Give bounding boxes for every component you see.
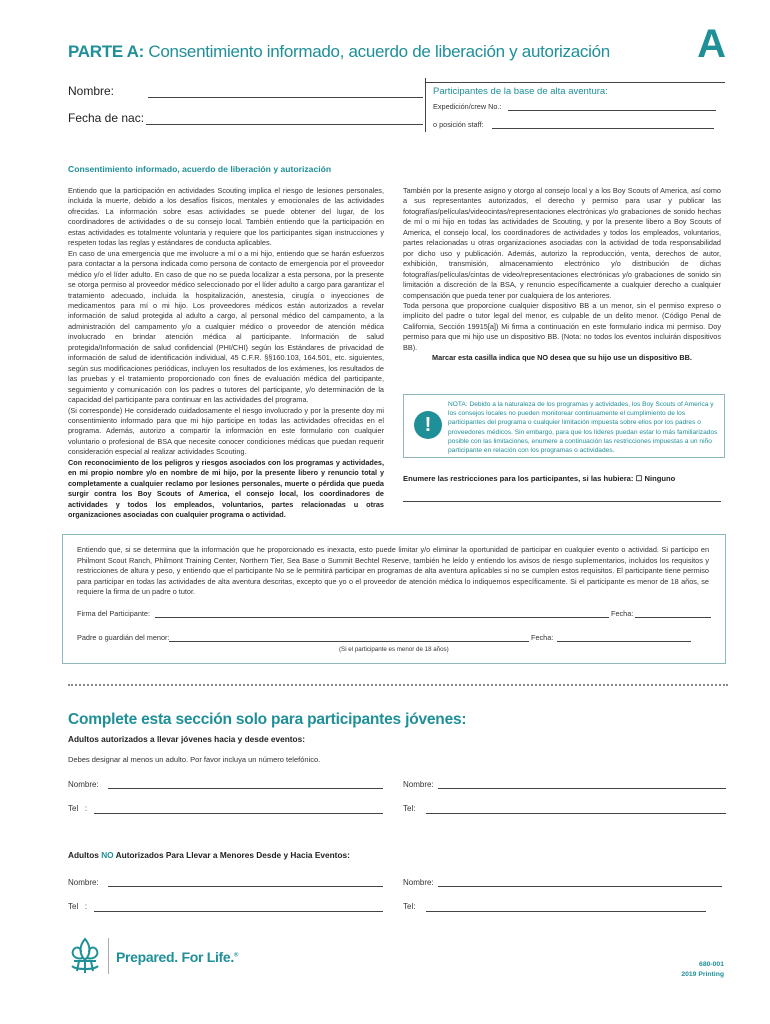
not-auth-name-1-label: Nombre: <box>68 878 99 887</box>
auth-name-2-field[interactable] <box>438 788 726 789</box>
slogan <box>116 949 238 965</box>
high-adventure-heading: Participantes de la base de alta aventura: <box>433 86 608 97</box>
consent-left-column <box>68 186 384 521</box>
consent-paragraph-informed: (Si corresponde) He considerado cuidadosamente el riesgo involucrado y por la presente doy mi consentimiento informado para que mi hijo participe en todas las actividades ofrecidas en el programa. Además, autorizo a compartir la información en este formulario con cualquier voluntario o profesional de BSA que necesite conocer condiciones médicas que puedan requerir consideración especial al realizar actividades Scouting. <box>68 405 384 457</box>
dob-label: Fecha de nac: <box>68 111 145 125</box>
note-text: NOTA: Debido a la naturaleza de los programas y actividades, los Boy Scouts of America y los consejos locales no pueden monitorear continuamente el cumplimiento de los participantes del programa o cualquier limitación impuesta sobre ellos por los padres o proveedores médicos. Sin embargo, para que los líderes puedan estar lo más familiarizados posible con las limitaciones, enumere a continuación las restricciones impuestas a un niño participante en relación con los programas o actividades. <box>448 401 718 455</box>
not-auth-name-2-label: Nombre: <box>403 878 434 887</box>
part-label: PARTE A: <box>68 42 144 61</box>
bb-checkbox-label[interactable]: Marcar esta casilla indica que NO desea que su hijo use un dispositivo BB. <box>432 353 692 363</box>
restrictions-label-text: Enumere las restricciones para los participantes, si las hubiera: <box>403 474 634 483</box>
consent-paragraph-risk: Entiendo que la participación en actividades Scouting implica el riesgo de lesiones personales, incluida la muerte, debido a los desafíos físicos, mentales y emocionales de las actividades ofrecidas. La información sobre esas actividades se puede obtener del lugar, de los coordinadores de actividades o de su consejo local. También entiendo que la participación en estas actividades es totalmente voluntaria y requiere que los participantes sigan instrucciones y respeten todas las reglas y estándares de conducta aplicables. <box>68 186 384 248</box>
not-auth-tel-1-label <box>68 902 87 911</box>
not-auth-name-1-field[interactable] <box>108 886 383 887</box>
auth-name-1-label: Nombre: <box>68 780 99 789</box>
authorized-adults-heading: Adultos autorizados a llevar jóvenes hacia y desde eventos: <box>68 734 306 744</box>
divider <box>425 82 725 83</box>
parent-date-label: Fecha: <box>531 633 554 642</box>
participant-date-field[interactable] <box>635 617 711 618</box>
section-separator <box>68 684 728 686</box>
page-title <box>68 42 610 62</box>
auth-name-2-label: Nombre: <box>403 780 434 789</box>
staff-field[interactable] <box>492 128 714 129</box>
not-auth-tel-1-field[interactable] <box>94 911 383 912</box>
not-auth-suffix: Autorizados Para Llevar a Menores Desde y Hacia Eventos: <box>113 850 350 860</box>
part-letter: A <box>697 22 726 66</box>
parent-signature-label: Padre o guardián del menor: <box>77 633 170 642</box>
auth-tel-2-label: Tel: <box>403 804 416 813</box>
participant-signature-label: Firma del Participante: <box>77 609 150 618</box>
staff-label: o posición staff: <box>433 120 484 129</box>
youth-section-heading: Complete esta sección solo para participantes jóvenes: <box>68 711 467 728</box>
expedition-field[interactable] <box>508 110 716 111</box>
signature-box <box>62 534 726 664</box>
slogan-text: Prepared. For Life. <box>116 949 234 965</box>
auth-tel-1-label <box>68 804 87 813</box>
not-auth-tel-1-text: Tel <box>68 902 79 911</box>
dob-field[interactable] <box>146 124 423 125</box>
form-number <box>681 960 724 980</box>
footer-divider <box>108 938 109 974</box>
not-auth-tel-1-colon: : <box>84 902 88 911</box>
divider-vertical <box>425 78 426 132</box>
fleur-de-lis-icon <box>66 936 104 976</box>
bb-device-paragraph: Toda persona que proporcione cualquier dispositivo BB a un menor, sin el permiso expreso o implícito del padre o tutor legal del menor, es culpable de un delito menor. (Código Penal de California, Sección 19915[a]) Mi firma a continuación en este formulario indica mi permiso. Doy permiso para que mi hijo use un dispositivo BB. (Nota: no todos los eventos incluirán dispositivos BB). <box>403 300 721 352</box>
not-auth-tel-2-field[interactable] <box>426 911 706 912</box>
none-checkbox[interactable]: ☐ Ninguno <box>635 474 676 483</box>
auth-tel-2-field[interactable] <box>426 813 726 814</box>
participant-signature-field[interactable] <box>155 617 609 618</box>
restrictions-label <box>403 474 675 483</box>
participant-date-label: Fecha: <box>611 609 634 618</box>
auth-tel-1-colon: : <box>84 804 88 813</box>
consent-heading: Consentimiento informado, acuerdo de liberación y autorización <box>68 164 332 174</box>
auth-name-1-field[interactable] <box>108 788 383 789</box>
parent-date-field[interactable] <box>557 641 691 642</box>
consent-paragraph-emergency: En caso de una emergencia que me involucre a mí o a mi hijo, entiendo que se harán esfuerzos para contactar a la persona indicada como persona de contacto de emergencia por el proveedor médico y/o el líder adulto. En caso de que no se pueda localizar a esta persona, por la presente se otorga permiso al proveedor médico seleccionado por el líder adulto a cargo para garantizar el tratamiento adecuado, incluida la hospitalización, anestesia, cirugía o inyecciones de medicamentos para mí o mi hijo. Los proveedores médicos están autorizados a revelar información de salud protegida al adulto a cargo, al personal médico del campamento, a la administración del campamento y/o a cualquier médico o proveedor de atención médica involucrado en brindar atención médica al participante. Información de salud protegida/Información de salud confidencial (PHI/CHI) según los Estándares de privacidad de información de salud de identificación individual, 45 C.F.R. §§160.103, 164.501, etc. siguientes, según sus modificaciones periódicas, incluyen los resultados de los exámenes, los resultados de las pruebas y el tratamiento proporcionado con fines de evaluación médica del participante, seguimiento y comunicación con los padres o tutores del participante, y/o determinación de la capacidad del participante para continuar en las actividades del programa. <box>68 248 384 405</box>
restrictions-field[interactable] <box>403 501 721 502</box>
not-authorized-heading <box>68 850 350 860</box>
not-auth-name-2-field[interactable] <box>438 886 722 887</box>
consent-right-column <box>403 186 721 364</box>
auth-tel-1-text: Tel <box>68 804 79 813</box>
not-auth-tel-2-label: Tel: <box>403 902 416 911</box>
note-box <box>403 394 725 458</box>
name-field[interactable] <box>148 97 423 98</box>
trademark: ® <box>234 952 239 959</box>
not-auth-prefix: Adultos <box>68 850 102 860</box>
signature-statement: Entiendo que, si se determina que la información que he proporcionado es inexacta, esto puede limitar y/o eliminar la oportunidad de participar en cualquier evento o actividad. Si participo en Philmont Scout Ranch, Philmont Training Center, Northern Tier, Sea Base o Summit Bechtel Reserve, también he leído y entiendo los avisos de riesgo suplementarios, incluidos los requisitos y restricciones de altura y peso, y entiendo que el participante No se le permitirá participar en programas de alta aventura aplicables si no se cumplen estos requisitos. El participante tiene permiso para participar en todas las actividades de alta aventura descritas, excepto que yo o el proveedor de atención médica lo indiquemos específicamente. Si el participante es menor de 18 años, se requiere la firma de un padre o tutor. <box>77 545 709 597</box>
auth-tel-1-field[interactable] <box>94 813 383 814</box>
title-text: Consentimiento informado, acuerdo de liberación y autorización <box>148 42 610 61</box>
name-label: Nombre: <box>68 84 115 98</box>
parent-signature-field[interactable] <box>169 641 529 642</box>
authorized-instruction: Debes designar al menos un adulto. Por favor incluya un número telefónico. <box>68 755 321 764</box>
printing-text: 2019 Printing <box>681 971 724 978</box>
minor-note: (Si el participante es menor de 18 años) <box>339 646 449 653</box>
consent-release-bold: Con reconocimiento de los peligros y riesgos asociados con los programas y actividades, en mi propio nombre y/o en nombre de mi hijo, por la presente libero y renuncio total y completamente a cualquier reclamo por lesiones personales, muerte o pérdida que pueda surgir contra los Boy Scouts of America, el consejo local, los coordinadores de actividades y todos los empleados, voluntarios, partes relacionadas u otras organizaciones asociadas con cualquier programa o actividad. <box>68 457 384 520</box>
not-auth-no: NO <box>101 850 114 860</box>
exclamation-icon: ! <box>414 411 442 439</box>
media-release-paragraph: También por la presente asigno y otorgo al consejo local y a los Boy Scouts of America, así como a sus representantes autorizados, el derecho y permiso para usar y publicar las fotografías/películas/videocintas/representaciones electrónicas y/o grabaciones de sonido hechas de mí o mi hijo en todas las actividades de Scouting, y por la presente libero a Boy Scouts of America, el consejo local, los coordinadores de actividades y todos los empleados, voluntarios, partes relacionadas u otras organizaciones asociadas con la actividad de toda responsabilidad por dicho uso y publicación. Además, autorizo la reproducción, venta, derechos de autor, exhibición, transmisión, almacenamiento electrónico y/o distribución de dichas fotografías/películas/cintas de video/representaciones electrónicas y/o grabaciones de sonido sin limitación a discreción de la BSA, y renuncio específicamente a cualquier derecho a cualquier compensación que pueda tener por cualquiera de los anteriores. <box>403 186 721 300</box>
form-no-text: 680-001 <box>699 961 724 968</box>
expedition-label: Expedición/crew No.: <box>433 102 502 111</box>
